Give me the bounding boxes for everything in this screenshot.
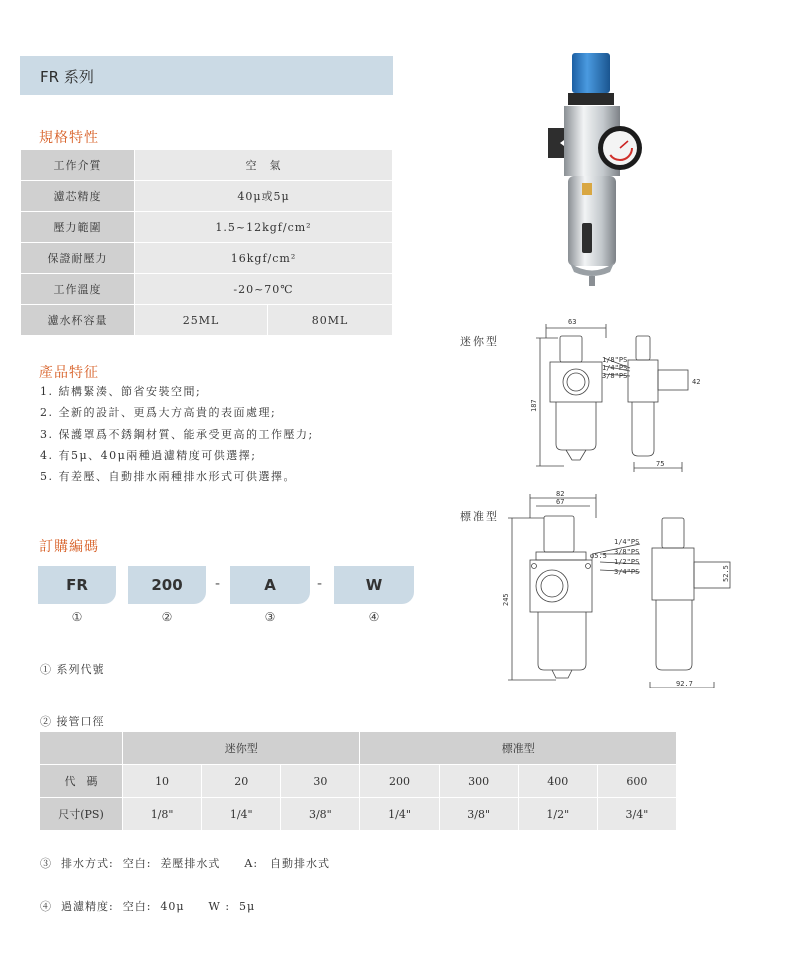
size-ps-cell: 1/4" (202, 798, 281, 831)
dim-std-side: 52.5 (722, 565, 730, 582)
dim-mini-port: 1/4"PS (602, 364, 628, 372)
spec-title: 規格特性 (39, 130, 99, 146)
series-header (20, 56, 393, 95)
dim-mini-top: 63 (568, 318, 577, 326)
size-ps-cell: 1/2" (518, 798, 597, 831)
note-drain-type: ③ 排水方式: 空白: 差壓排水式 A: 自動排水式 (40, 857, 331, 870)
size-row-label: 代 碼 (40, 765, 123, 798)
size-code-cell: 20 (202, 765, 281, 798)
spec-row (21, 243, 393, 274)
order-mark: ① (71, 610, 83, 624)
size-code-cell: 300 (439, 765, 518, 798)
features-title: 產品特征 (39, 365, 99, 381)
dim-mini-height: 187 (530, 399, 538, 412)
size-code-cell: 400 (518, 765, 597, 798)
dim-std-top2: 67 (556, 498, 565, 506)
size-code-cell: 30 (281, 765, 360, 798)
feature-item: 2. 全新的設計、更爲大方高貴的表面處理; (40, 406, 277, 420)
dim-std-hole: φ5.5 (590, 552, 607, 560)
mini-dimension-drawing (530, 316, 710, 476)
order-code-size: 200 (128, 566, 206, 604)
size-ps-cell: 3/4" (597, 798, 676, 831)
spec-label: 工作介質 (21, 150, 135, 181)
spec-label: 濾芯精度 (21, 181, 135, 212)
order-mark: ② (161, 610, 173, 624)
size-ps-cell: 3/8" (281, 798, 360, 831)
dim-std-port: 3/4"PS (614, 568, 640, 576)
size-ps-cell: 3/8" (439, 798, 518, 831)
spec-value: 25ML (135, 305, 268, 336)
dim-std-port: 3/8"PS (614, 548, 640, 556)
spec-value: 80ML (268, 305, 393, 336)
spec-label: 濾水杯容量 (21, 305, 135, 336)
mini-type-label: 迷你型 (460, 335, 499, 348)
size-code-cell: 200 (360, 765, 439, 798)
dim-std-height: 245 (502, 593, 510, 606)
spec-label: 壓力範圍 (21, 212, 135, 243)
note-series-code: ① 系列代號 (40, 663, 105, 676)
note-filter-accuracy: ④ 過濾精度: 空白: 40μ W : 5μ (40, 900, 256, 913)
order-mark: ③ (264, 610, 276, 624)
order-code-filter: W (334, 566, 414, 604)
note-port-size: ② 接管口徑 (40, 715, 105, 728)
order-code-series: FR (38, 566, 116, 604)
feature-item: 4. 有5μ、40μ兩種過濾精度可供選擇; (40, 448, 257, 462)
spec-value: 16kgf/cm² (135, 243, 393, 274)
size-code-row (40, 765, 677, 798)
feature-item: 5. 有差壓、自動排水兩種排水形式可供選擇。 (40, 470, 296, 484)
std-dimension-drawing (500, 488, 740, 688)
dim-mini-side: 42 (692, 378, 701, 386)
size-header-row (40, 732, 677, 765)
spec-row (21, 305, 393, 336)
spec-row (21, 181, 393, 212)
size-ps-row (40, 798, 677, 831)
order-code-drain: A (230, 566, 310, 604)
series-title: FR 系列 (40, 68, 94, 86)
dim-std-port: 1/2"PS (614, 558, 640, 566)
spec-value: 1.5~12kgf/cm² (135, 212, 393, 243)
feature-item: 3. 保護罩爲不銹鋼材質、能承受更高的工作壓力; (40, 427, 314, 441)
size-code-cell: 600 (597, 765, 676, 798)
spec-row (21, 150, 393, 181)
order-title: 訂購編碼 (39, 539, 99, 555)
size-group-standard: 標准型 (360, 732, 677, 765)
size-corner (40, 732, 123, 765)
spec-value: -20~70℃ (135, 274, 393, 305)
dim-mini-port: 3/8"PS (602, 372, 628, 380)
spec-label: 工作溫度 (21, 274, 135, 305)
dim-std-top1: 82 (556, 490, 565, 498)
size-row-label: 尺寸(PS) (40, 798, 123, 831)
size-group-mini: 迷你型 (123, 732, 360, 765)
size-code-cell: 10 (123, 765, 202, 798)
dim-std-bottom: 92.7 (676, 680, 693, 688)
std-type-label: 標准型 (460, 510, 499, 523)
dim-mini-bottom: 75 (656, 460, 665, 468)
size-table (39, 731, 677, 831)
order-mark: ④ (368, 610, 380, 624)
order-dash: - (215, 576, 221, 592)
spec-value: 空 氣 (135, 150, 393, 181)
spec-row (21, 274, 393, 305)
spec-table (20, 149, 393, 336)
features-list (40, 381, 314, 487)
feature-item: 1. 結構緊湊、節省安裝空間; (40, 385, 202, 398)
dim-mini-port: 1/8"PS (602, 356, 628, 364)
spec-label: 保證耐壓力 (21, 243, 135, 274)
product-photo (538, 48, 648, 288)
spec-value: 40μ或5μ (135, 181, 393, 212)
spec-row (21, 212, 393, 243)
dim-std-port: 1/4"PS (614, 538, 640, 546)
size-ps-cell: 1/8" (123, 798, 202, 831)
order-dash: - (317, 576, 323, 592)
size-ps-cell: 1/4" (360, 798, 439, 831)
